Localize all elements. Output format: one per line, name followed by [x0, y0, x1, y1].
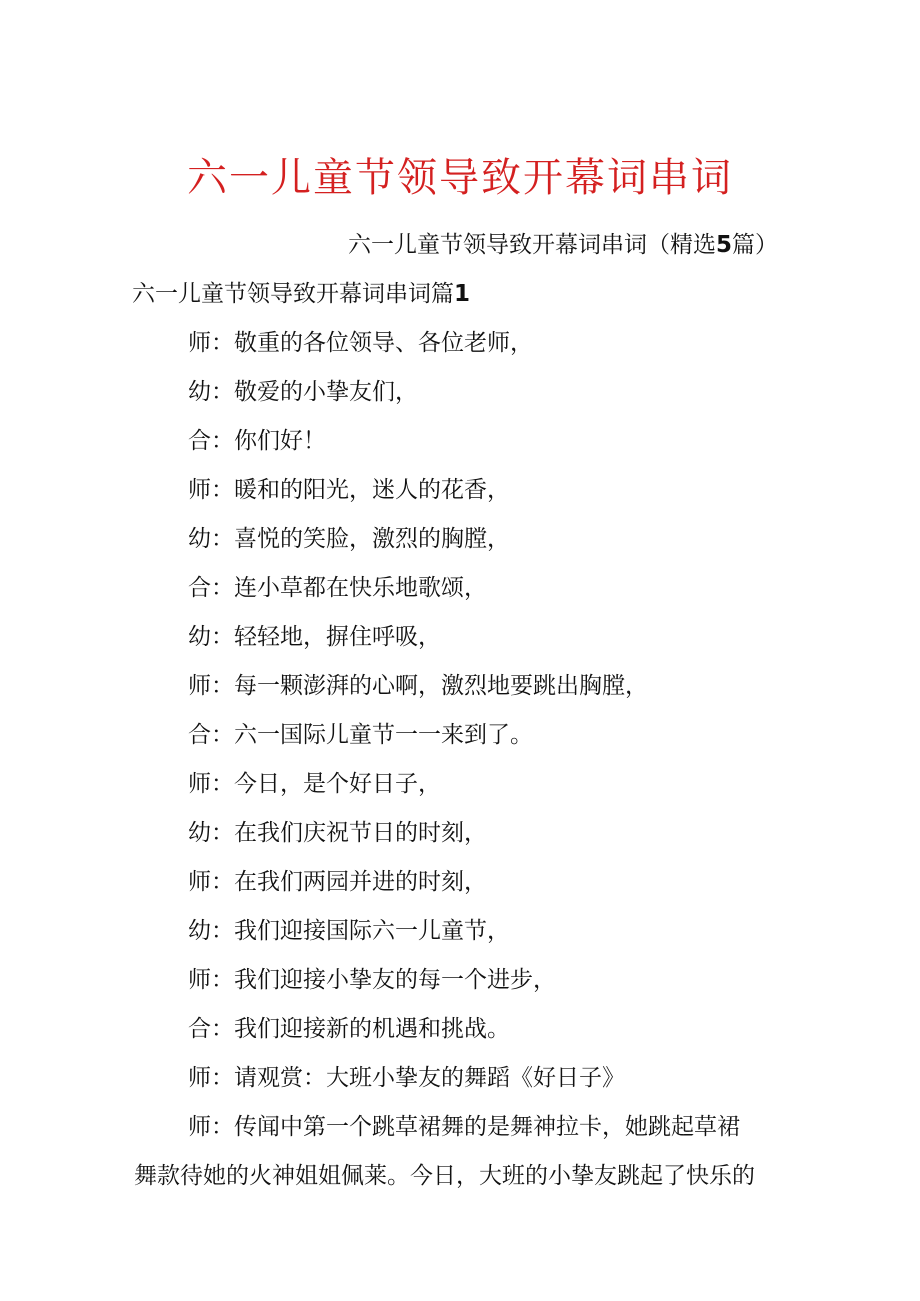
section-heading [132, 277, 470, 311]
dialogue-line: 师：每一颗澎湃的心啊，激烈地要跳出胸膛， [188, 673, 648, 699]
subtitle-suffix: 篇） [732, 232, 778, 258]
subtitle-number: 5 [715, 232, 732, 258]
dialogue-line: 合：六一国际儿童节一一来到了。 [188, 722, 533, 748]
dialogue-line: 幼：喜悦的笑脸，激烈的胸膛， [188, 526, 510, 552]
dialogue-line: 合：我们迎接新的机遇和挑战。 [188, 1016, 510, 1042]
paragraph-line-1: 师：传闻中第一个跳草裙舞的是舞神拉卡，她跳起草裙 [188, 1114, 740, 1140]
dialogue-line: 幼：轻轻地，摒住呼吸， [188, 624, 441, 650]
dialogue-line: 幼：我们迎接国际六一儿童节， [188, 918, 510, 944]
dialogue-line: 师：请观赏：大班小挚友的舞蹈《好日子》 [188, 1065, 625, 1091]
section-heading-number: 1 [454, 281, 471, 307]
dialogue-line: 师：暖和的阳光，迷人的花香， [188, 477, 510, 503]
dialogue-line: 幼：敬爱的小挚友们， [188, 379, 418, 405]
dialogue-line: 合：你们好！ [188, 428, 326, 454]
dialogue-line: 合：连小草都在快乐地歌颂， [188, 575, 487, 601]
subtitle-text: 六一儿童节领导致开幕词串词（精选 [347, 232, 716, 258]
dialogue-line: 师：我们迎接小挚友的每一个进步， [188, 967, 556, 993]
dialogue-line: 幼：在我们庆祝节日的时刻， [188, 820, 487, 846]
paragraph-line-2: 舞款待她的火神姐姐佩莱。今日，大班的小挚友跳起了快乐的 [134, 1163, 755, 1189]
section-heading-text: 六一儿童节领导致开幕词串词篇 [132, 281, 454, 307]
dialogue-line: 师：敬重的各位领导、各位老师， [188, 330, 533, 356]
dialogue-line: 师：在我们两园并进的时刻， [188, 869, 487, 895]
document-subtitle [348, 228, 778, 262]
dialogue-line: 师：今日，是个好日子， [188, 771, 441, 797]
document-title: 六一儿童节领导致开幕词串词 [187, 155, 733, 201]
